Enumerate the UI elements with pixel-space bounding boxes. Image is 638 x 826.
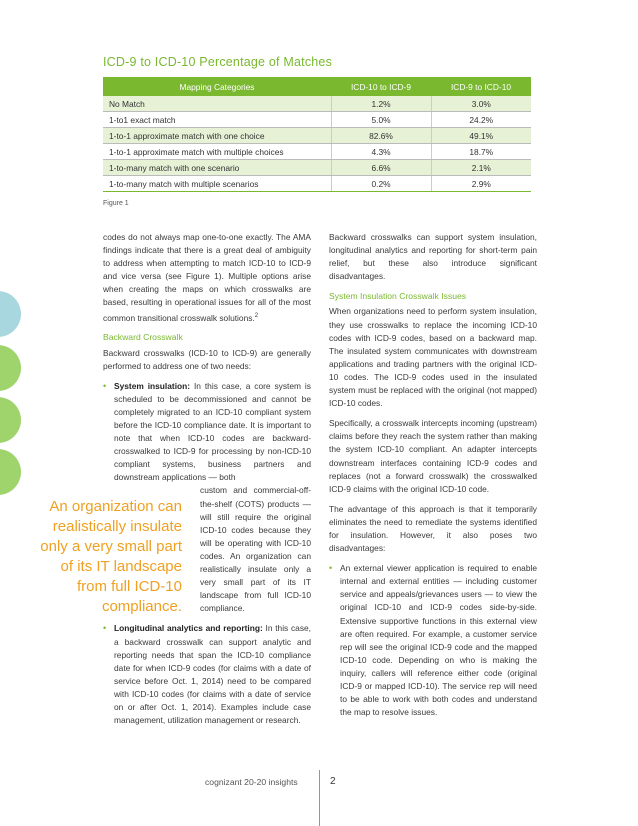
row-category: No Match [103, 96, 331, 112]
decor-circle-green-3 [0, 449, 21, 495]
bullet-longitudinal-analytics [103, 622, 311, 727]
insulation-paragraph: When organizations need to perform system insulation, they use crosswalks to replace the incoming ICD-10 codes with ICD-9 codes, based on a backward map. The insulated system communicates with downstream applications and trading partners with the original ICD-10 codes. The ICD-9 codes used in the insulated system must be replaced with the original (not mapped) ICD-10 codes. [329, 306, 537, 409]
row-category: 1-to-many match with one scenario [103, 160, 331, 176]
row-icd10-to-icd9: 6.6% [331, 160, 431, 176]
row-icd9-to-icd10: 2.1% [431, 160, 531, 176]
decor-circle-blue [0, 291, 21, 337]
right-column [329, 231, 537, 726]
table-row [103, 96, 531, 112]
row-icd9-to-icd10: 2.9% [431, 176, 531, 192]
bullet-dot-icon: • [329, 563, 333, 574]
section-heading-backward-crosswalk: Backward Crosswalk [103, 332, 183, 343]
bullet-text-continued: custom and commercial-off-the-shelf (COTS) products — will still require the original ICD-10 codes because they will be operating with ICD-10 codes. An organization can realistically insulate only a very small part of its IT landscape from full ICD-10 compliance. [200, 485, 311, 614]
row-icd9-to-icd10: 3.0% [431, 96, 531, 112]
row-icd10-to-icd9: 4.3% [331, 144, 431, 160]
bullet-external-viewer [329, 562, 537, 719]
figure-title: ICD-9 to ICD-10 Percentage of Matches [103, 55, 333, 69]
bullet-dot-icon: • [103, 380, 107, 391]
backward-paragraph: Backward crosswalks (ICD-10 to ICD-9) are generally performed to address one of two needs: [103, 347, 311, 371]
table-row [103, 144, 531, 160]
row-icd9-to-icd10: 24.2% [431, 112, 531, 128]
row-icd10-to-icd9: 5.0% [331, 112, 431, 128]
row-category: 1-to-many match with multiple scenarios [103, 176, 331, 192]
page-number: 2 [330, 776, 336, 787]
intro-text: codes do not always map one-to-one exactly. The AMA findings indicate that there is a great deal of ambiguity to address when attempting to match ICD-10 to ICD-9 and vice versa (see Figure 1). Multiple options arise when creating the maps on which crosswalks are based, resulting in operational issues for all of the most common transitional crosswalk solutions. [103, 232, 311, 323]
footer-divider [319, 770, 320, 826]
row-category: 1-to-1 approximate match with multiple choices [103, 144, 331, 160]
row-category: 1-to1 exact match [103, 112, 331, 128]
row-icd9-to-icd10: 18.7% [431, 144, 531, 160]
intro-paragraph [103, 231, 311, 324]
decor-circle-green-1 [0, 345, 21, 391]
matches-table [103, 77, 531, 192]
figure-caption: Figure 1 [103, 200, 129, 207]
bullet-label: Longitudinal analytics and reporting: [114, 623, 263, 634]
bullet-label: System insulation: [114, 380, 191, 391]
bullet-text: In this case, a backward crosswalk can support analytic and reporting needs that span the ICD-10 compliance date for when ICD-9 codes (for claims with a date of service before Oct. 1, 2014) need to be compared with ICD-10 codes (for claims with a date of service on or after Oct. 1, 2014). Examples include case management, utilization management or research. [114, 623, 312, 726]
footer-publication: cognizant 20-20 insights [205, 777, 298, 787]
intercept-paragraph: Specifically, a crosswalk intercepts incoming (upstream) claims before they reach the system rather than making the system ICD-10 compliant. An adapter intercepts downstream interfaces containing ICD-9 codes and replaces (not a forward crosswalk) the crosswalked ICD-9 claims with the original ICD-10 code. [329, 418, 537, 494]
header-icd9-to-icd10: ICD-9 to ICD-10 [431, 77, 531, 96]
advantage-paragraph: The advantage of this approach is that it temporarily eliminates the need to remediate the systems identified for insulation. However, it also poses two disadvantages: [329, 503, 537, 554]
table-row [103, 176, 531, 192]
table-row [103, 128, 531, 144]
decor-circle-green-2 [0, 397, 21, 443]
header-mapping-categories: Mapping Categories [103, 77, 331, 96]
row-icd10-to-icd9: 82.6% [331, 128, 431, 144]
header-icd10-to-icd9: ICD-10 to ICD-9 [331, 77, 431, 96]
row-category: 1-to-1 approximate match with one choice [103, 128, 331, 144]
left-column [103, 231, 311, 734]
pull-quote: An organization can realistically insulate only a very small part of its IT landscape from full ICD-10 compliance. [40, 498, 182, 615]
row-icd9-to-icd10: 49.1% [431, 128, 531, 144]
right-intro-paragraph: Backward crosswalks can support system insulation, longitudinal analytics and reporting for short-term pain relief, but these also introduce significant disadvantages. [329, 232, 537, 282]
footnote-ref: 2 [254, 312, 259, 319]
table-header-row [103, 77, 531, 96]
table-row [103, 112, 531, 128]
bullet-text: In this case, a core system is scheduled to be decommissioned and cannot be completely migrated to an ICD-10 compliant system before the ICD-10 compliance date. It is important to note that when ICD-10 codes are backward-crosswalked to ICD-9 for processing by non-ICD-10 compliant systems, business partners and downstream applications — both [114, 380, 311, 483]
bullet-text: An external viewer application is required to enable internal and external entities — including customer service and appeals/grievances users — to view the original ICD-10 and ICD-9 codes side-by-side. Extensive supportive functions in this external view are often required. For example, a customer service rep will see the original ICD-9 code and the mapped ICD-10 code. Depending on who is making the inquiry, callers will reference either code (original ICD-9 or mapped ICD-10). The service rep will need to be able to work with both codes and understand the map to resolve issues. [340, 563, 537, 718]
table-row [103, 160, 531, 176]
bullet-dot-icon: • [103, 623, 107, 634]
row-icd10-to-icd9: 0.2% [331, 176, 431, 192]
section-heading-system-insulation: System Insulation Crosswalk Issues [329, 291, 467, 302]
row-icd10-to-icd9: 1.2% [331, 96, 431, 112]
